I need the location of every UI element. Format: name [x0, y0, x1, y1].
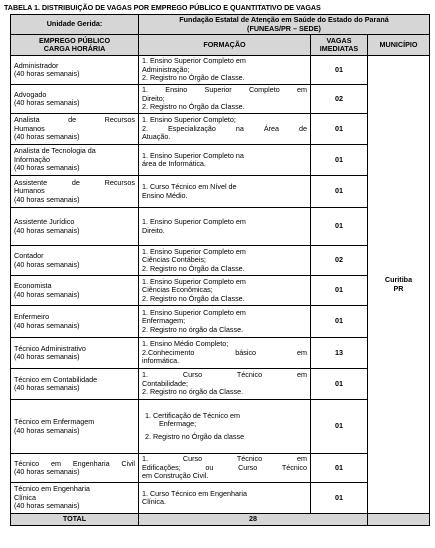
- formacao-cell: [139, 276, 311, 306]
- emprego-line: Técnico Administrativo: [14, 343, 86, 353]
- formacao-line: Ciências Contábeis;: [142, 255, 206, 265]
- formacao-cell: [139, 400, 311, 454]
- col-formacao-header: FORMAÇÃO: [139, 35, 311, 56]
- table-row: [11, 369, 430, 400]
- formacao-cell: [139, 208, 311, 246]
- formacao-cell: [139, 369, 311, 400]
- vagas-cell: 01: [311, 145, 368, 176]
- table-body: [11, 56, 430, 514]
- emprego-line: Técnico em Engenharia: [14, 484, 90, 494]
- emprego-line: Analista de Tecnologia da: [14, 146, 96, 156]
- formacao-line: 1. Curso Técnico em Nível de: [142, 182, 237, 192]
- emprego-line: Informação: [14, 154, 50, 164]
- formacao-line: 1. Ensino Superior Completo em: [142, 276, 246, 286]
- formacao-cell: [139, 176, 311, 208]
- header-unidade-row: [11, 15, 430, 35]
- emprego-line: (40 horas semanais): [14, 132, 80, 142]
- vagas-cell: 13: [311, 338, 368, 369]
- emprego-line: (40 horas semanais): [14, 383, 80, 393]
- emprego-line: Administrador: [14, 60, 59, 70]
- emprego-line: Analista de Recursos: [14, 115, 135, 125]
- emprego-line: (40 horas semanais): [14, 259, 80, 269]
- emprego-line: Técnico em Engenharia Civil: [14, 458, 135, 468]
- emprego-cell: [11, 246, 139, 276]
- emprego-line: (40 horas semanais): [14, 194, 80, 204]
- formacao-line: Atuação.: [142, 132, 171, 142]
- municipio-city: Curitiba: [384, 275, 413, 285]
- emprego-line: Técnico em Enfermagem: [14, 417, 95, 427]
- emprego-cell: [11, 85, 139, 114]
- total-blank: [368, 514, 430, 526]
- emprego-line: Economista: [14, 281, 52, 291]
- formacao-line: 2. Registro no Órgão da Classe.: [142, 263, 245, 273]
- formacao-line: 2. Registro no Órgão da Classe.: [142, 102, 245, 112]
- total-value: 28: [139, 514, 368, 526]
- municipio-state: PR: [393, 283, 404, 293]
- formacao-line: 1. Curso Técnico em: [142, 370, 307, 380]
- vagas-cell: 01: [311, 369, 368, 400]
- total-label: TOTAL: [11, 514, 139, 526]
- formacao-line: 1. Ensino Médio Completo;: [142, 339, 229, 349]
- formacao-cell: [139, 85, 311, 114]
- formacao-line: em Construção Civil.: [142, 471, 209, 481]
- emprego-line: Contador: [14, 251, 44, 261]
- municipio-cell: [368, 56, 430, 514]
- emprego-line: (40 horas semanais): [14, 225, 80, 235]
- col-emprego-header: [11, 35, 139, 56]
- formacao-cell: [139, 114, 311, 145]
- emprego-cell: [11, 483, 139, 514]
- formacao-line: Ensino Médio.: [142, 190, 188, 200]
- table-row: [11, 56, 430, 85]
- emprego-cell: [11, 208, 139, 246]
- vagas-cell: 01: [311, 276, 368, 306]
- header-columns-row: [11, 35, 430, 56]
- vagas-cell: 01: [311, 454, 368, 483]
- emprego-line: (40 horas semanais): [14, 69, 80, 79]
- emprego-line: Clínica: [14, 492, 36, 502]
- emprego-cell: [11, 176, 139, 208]
- table-row: [11, 208, 430, 246]
- emprego-cell: [11, 338, 139, 369]
- emprego-cell: [11, 276, 139, 306]
- formacao-line: área de Informática.: [142, 159, 206, 169]
- vagas-cell: 01: [311, 114, 368, 145]
- emprego-line: Assistente de Recursos: [14, 177, 135, 187]
- formacao-line: 2. Registro no Órgão da Classe.: [142, 293, 245, 303]
- formacao-line: Ciências Econômicas;: [142, 285, 213, 295]
- emprego-line: Advogado: [14, 89, 47, 99]
- formacao-line: 1. Curso Técnico em: [142, 454, 307, 464]
- table-title: TABELA 1. DISTRIBUIÇÃO DE VAGAS POR EMPREGO PÚBLICO E QUANTITATIVO DE VAGAS: [4, 3, 321, 12]
- emprego-cell: [11, 114, 139, 145]
- table-row: [11, 114, 430, 145]
- formacao-line: 1. Ensino Superior Completo em: [142, 246, 246, 256]
- unidade-value-line2: (FUNEAS/PR – SEDE): [247, 23, 321, 33]
- formacao-line: Enfermage;: [159, 419, 197, 429]
- vagas-cell: 02: [311, 85, 368, 114]
- vagas-cell: 01: [311, 176, 368, 208]
- col-vagas-header: [311, 35, 368, 56]
- vagas-cell: 01: [311, 208, 368, 246]
- emprego-line: Enfermeiro: [14, 312, 50, 322]
- formacao-line: 2. Especialização na Área de: [142, 123, 307, 133]
- formacao-line: 1. Ensino Superior Completo;: [142, 115, 236, 125]
- formacao-cell: [139, 483, 311, 514]
- emprego-line: Técnico em Contabilidade: [14, 374, 98, 384]
- col-municipio-header: MUNICÍPIO: [368, 35, 430, 56]
- total-row: [11, 514, 430, 526]
- emprego-line: (40 horas semanais): [14, 163, 80, 173]
- formacao-cell: [139, 338, 311, 369]
- emprego-line: (40 horas semanais): [14, 352, 80, 362]
- col-emprego-line1: EMPREGO PÚBLICO: [38, 35, 111, 45]
- emprego-line: Assistente Jurídico: [14, 217, 75, 227]
- emprego-line: (40 horas semanais): [14, 501, 80, 511]
- formacao-line: 2.Conhecimento básico em: [142, 347, 307, 357]
- emprego-cell: [11, 454, 139, 483]
- formacao-line: Direito.: [142, 225, 165, 235]
- formacao-line: Edificações; ou Curso Técnico: [142, 462, 307, 472]
- formacao-line: 2. Registro no órgão da Classe.: [142, 387, 244, 397]
- formacao-line: 1. Ensino Superior Completo em: [142, 56, 246, 66]
- vagas-cell: 02: [311, 246, 368, 276]
- vagas-cell: 01: [311, 56, 368, 85]
- table-row: [11, 276, 430, 306]
- emprego-line: (40 horas semanais): [14, 425, 80, 435]
- emprego-cell: [11, 306, 139, 338]
- table-row: [11, 85, 430, 114]
- emprego-cell: [11, 56, 139, 85]
- unidade-value-line1: Fundação Estatal de Atenção em Saúde do Estado do Paraná: [179, 15, 389, 24]
- table-row: [11, 483, 430, 514]
- formacao-cell: [139, 145, 311, 176]
- formacao-cell: [139, 306, 311, 338]
- table-row: [11, 145, 430, 176]
- formacao-line: 2. Registro no Órgão de Classe.: [142, 73, 245, 83]
- unidade-value: [139, 15, 430, 35]
- formacao-line: Contabilidade;: [142, 378, 188, 388]
- formacao-line: informática.: [142, 356, 180, 366]
- vagas-cell: 01: [311, 306, 368, 338]
- table-row: [11, 306, 430, 338]
- col-emprego-line2: CARGA HORÁRIA: [43, 44, 106, 54]
- emprego-line: (40 horas semanais): [14, 289, 80, 299]
- formacao-line: 1. Certificação de Técnico em: [145, 410, 240, 420]
- formacao-cell: [139, 246, 311, 276]
- formacao-line: 1. Ensino Superior Completo na: [142, 150, 244, 160]
- table-row: [11, 176, 430, 208]
- vacancy-table: [10, 14, 430, 526]
- emprego-line: (40 horas semanais): [14, 98, 80, 108]
- emprego-cell: [11, 400, 139, 454]
- formacao-line: 1. Ensino Superior Completo em: [142, 307, 246, 317]
- formacao-cell: [139, 454, 311, 483]
- formacao-line: Clínica.: [142, 497, 166, 507]
- formacao-cell: [139, 56, 311, 85]
- table-row: [11, 338, 430, 369]
- emprego-line: (40 horas semanais): [14, 467, 80, 477]
- col-vagas-line2: IMEDIATAS: [319, 44, 359, 54]
- vagas-cell: 01: [311, 400, 368, 454]
- formacao-line: 1. Ensino Superior Completo em: [142, 217, 246, 227]
- emprego-line: Humanos: [14, 123, 45, 133]
- col-vagas-line1: VAGAS: [326, 35, 352, 45]
- emprego-cell: [11, 369, 139, 400]
- emprego-cell: [11, 145, 139, 176]
- emprego-line: (40 horas semanais): [14, 320, 80, 330]
- formacao-line: 2. Registro no Órgão da classe: [145, 431, 245, 441]
- formacao-line: Administração;: [142, 64, 190, 74]
- formacao-line: Direito;: [142, 93, 165, 103]
- formacao-line: Enfermagem;: [142, 316, 186, 326]
- emprego-line: Humanos: [14, 186, 45, 196]
- table-row: [11, 246, 430, 276]
- unidade-label: Unidade Gerida:: [11, 15, 139, 35]
- formacao-line: 2. Registro no órgão da Classe.: [142, 324, 244, 334]
- table-row: [11, 400, 430, 454]
- table-row: [11, 454, 430, 483]
- formacao-line: 1. Curso Técnico em Engenharia: [142, 488, 247, 498]
- formacao-line: 1. Ensino Superior Completo em: [142, 85, 307, 95]
- vagas-cell: 01: [311, 483, 368, 514]
